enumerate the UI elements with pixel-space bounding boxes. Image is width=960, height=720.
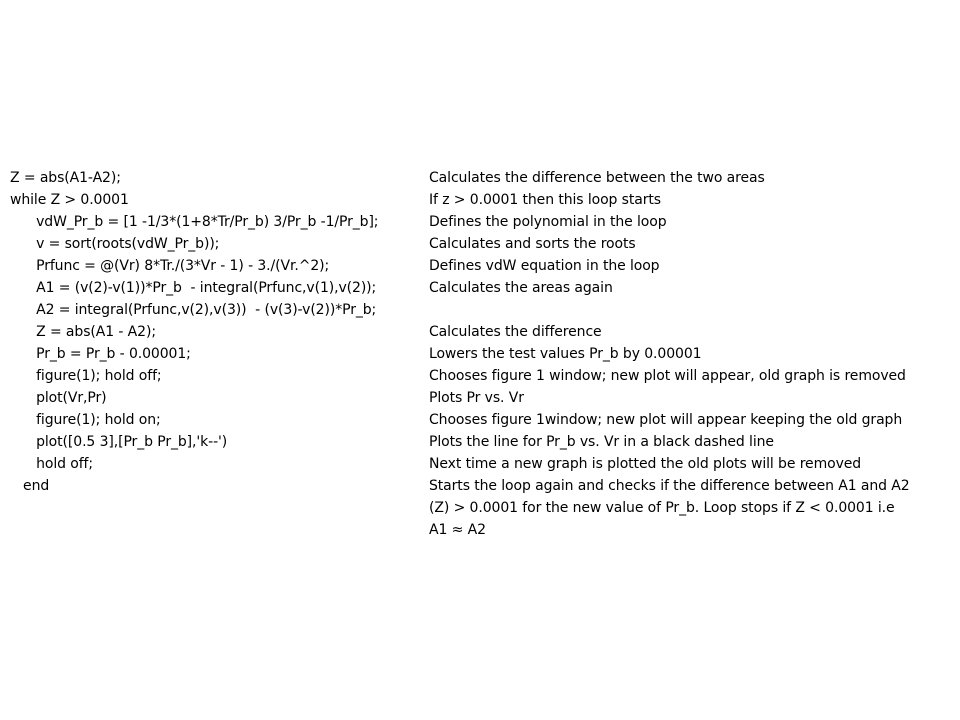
comment-line: Next time a new graph is plotted the old plots will be removed xyxy=(429,456,862,472)
code-line: while Z > 0.0001 xyxy=(10,192,129,208)
comment-line: (Z) > 0.0001 for the new value of Pr_b. Loop stops if Z < 0.0001 i.e xyxy=(429,500,895,516)
comment-line: Plots Pr vs. Vr xyxy=(429,390,524,406)
code-line: plot([0.5 3],[Pr_b Pr_b],'k--') xyxy=(10,434,228,450)
comment-line: Calculates the areas again xyxy=(429,280,613,296)
comment-line: Lowers the test values Pr_b by 0.00001 xyxy=(429,346,702,362)
comment-line: Calculates and sorts the roots xyxy=(429,236,636,252)
comment-line: Plots the line for Pr_b vs. Vr in a black dashed line xyxy=(429,434,774,450)
code-line: figure(1); hold on; xyxy=(10,412,161,428)
code-line: hold off; xyxy=(10,456,94,472)
code-line: Pr_b = Pr_b - 0.00001; xyxy=(10,346,191,362)
comment-listing xyxy=(429,167,949,541)
code-line: end xyxy=(10,478,50,494)
code-line: plot(Vr,Pr) xyxy=(10,390,107,406)
comment-line: Defines the polynomial in the loop xyxy=(429,214,667,230)
code-line: figure(1); hold off; xyxy=(10,368,162,384)
code-line: Z = abs(A1-A2); xyxy=(10,170,121,186)
comment-line xyxy=(429,299,949,321)
comment-line: A1 ≈ A2 xyxy=(429,522,486,538)
code-line: Prfunc = @(Vr) 8*Tr./(3*Vr - 1) - 3./(Vr.^2); xyxy=(10,258,330,274)
comment-line: Starts the loop again and checks if the difference between A1 and A2 xyxy=(429,478,910,494)
code-line: v = sort(roots(vdW_Pr_b)); xyxy=(10,236,220,252)
code-listing xyxy=(10,167,430,497)
comment-line: Chooses figure 1 window; new plot will appear, old graph is removed xyxy=(429,368,906,384)
code-line: vdW_Pr_b = [1 -1/3*(1+8*Tr/Pr_b) 3/Pr_b -1/Pr_b]; xyxy=(10,214,379,230)
comment-line: If z > 0.0001 then this loop starts xyxy=(429,192,661,208)
comment-line: Chooses figure 1window; new plot will appear keeping the old graph xyxy=(429,412,903,428)
comment-line: Calculates the difference between the two areas xyxy=(429,170,765,186)
code-line: Z = abs(A1 - A2); xyxy=(10,324,156,340)
code-line: A1 = (v(2)-v(1))*Pr_b - integral(Prfunc,v(1),v(2)); xyxy=(10,280,377,296)
code-line: A2 = integral(Prfunc,v(2),v(3)) - (v(3)-v(2))*Pr_b; xyxy=(10,302,377,318)
comment-line: Defines vdW equation in the loop xyxy=(429,258,660,274)
comment-line: Calculates the difference xyxy=(429,324,602,340)
